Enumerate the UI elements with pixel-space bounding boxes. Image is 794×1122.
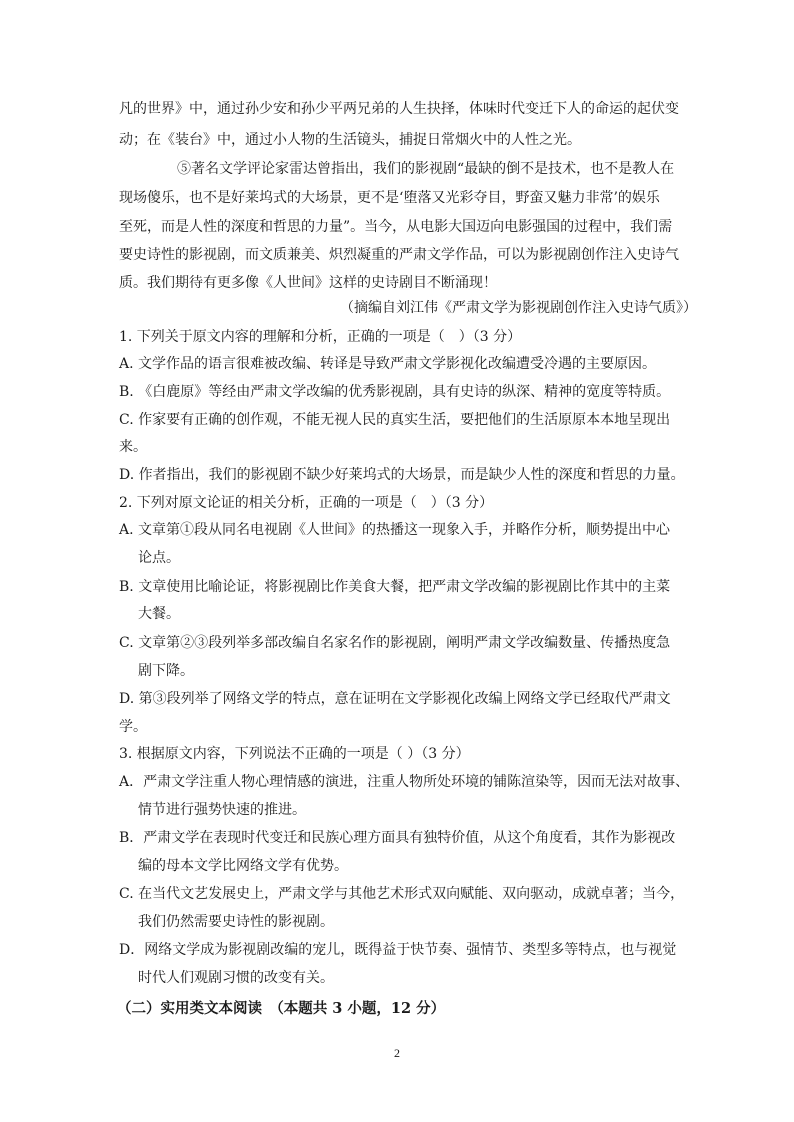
- option-line: 剧下降。: [138, 663, 194, 679]
- passage-line: 质。我们期待有更多像《人世间》这样的史诗剧目不断涌现！: [119, 275, 497, 291]
- option-line: B．严肃文学在表现时代变迁和民族心理方面具有独特价值，从这个角度看，其作为影视改: [119, 830, 676, 846]
- question-stem: 1. 下列关于原文内容的理解和分析，正确的一项是（ ）（3 分）: [119, 329, 522, 345]
- option-line: B. 《白鹿原》等经由严肃文学改编的优秀影视剧，具有史诗的纵深、精神的宽度等特质。: [119, 384, 671, 400]
- passage-line: 至死，而是人性的深度和哲思的力量”。当今，从电影大国迈向电影强国的过程中，我们需: [119, 219, 673, 235]
- passage-line: 现场傻乐，也不是好莱坞式的大场景，更不是‘堕落又光彩夺目，野蛮又魅力非常’的娱乐: [119, 190, 660, 206]
- passage-source: （摘编自刘江伟《严肃文学为影视剧创作注入史诗气质》）: [340, 300, 697, 316]
- passage-line: 凡的世界》中，通过孙少安和孙少平两兄弟的人生抉择，体味时代变迁下人的命运的起伏变: [119, 101, 679, 117]
- option-line: C. 文章第②③段列举多部改编自名家名作的影视剧，阐明严肃文学改编数量、传播热度急: [119, 635, 671, 651]
- option-line: D. 第③段列举了网络文学的特点，意在证明在文学影视化改编上网络文学已经取代严肃文: [119, 691, 671, 707]
- option-line: 学。: [119, 719, 147, 735]
- option-line: 编的母本文学比网络文学有优势。: [138, 858, 348, 874]
- option-line: A．严肃文学注重人物心理情感的演进，注重人物所处环境的铺陈渲染等，因而无法对故事、: [119, 774, 690, 790]
- option-line: 论点。: [138, 550, 180, 566]
- question-stem: 3. 根据原文内容，下列说法不正确的一项是（ ）（3 分）: [119, 746, 470, 762]
- passage-line: 要史诗性的影视剧，而文质兼美、炽烈凝重的严肃文学作品，可以为影视剧创作注入史诗气: [119, 247, 679, 263]
- page-number: 2: [394, 1046, 400, 1060]
- option-line: 时代人们观剧习惯的改变有关。: [138, 970, 334, 986]
- option-line: D．网络文学成为影视剧改编的宠儿，既得益于快节奏、强情节、类型多等特点，也与视觉: [119, 942, 677, 958]
- option-line: A. 文章第①段从同名电视剧《人世间》的热播这一现象入手，并略作分析，顺势提出中心: [119, 522, 671, 538]
- option-line: C. 作家要有正确的创作观，不能无视人民的真实生活，要把他们的生活原原本本地呈现出: [119, 412, 671, 428]
- option-line: 我们仍然需要史诗性的影视剧。: [138, 914, 334, 930]
- question-stem: 2. 下列对原文论证的相关分析，正确的一项是（ ）（3 分）: [119, 495, 494, 511]
- option-line: 情节进行强势快速的推进。: [138, 802, 306, 818]
- option-line: C. 在当代文艺发展史上，严肃文学与其他艺术形式双向赋能、双向驱动，成就卓著；当今，: [119, 886, 685, 902]
- option-line: A. 文学作品的语言很难被改编、转译是导致严肃文学影视化改编遭受冷遇的主要原因。: [119, 356, 657, 372]
- option-line: B. 文章使用比喻论证，将影视剧比作美食大餐，把严肃文学改编的影视剧比作其中的主菜: [119, 579, 671, 595]
- option-line: D. 作者指出，我们的影视剧不缺少好莱坞式的大场景，而是缺少人性的深度和哲思的力量。: [119, 467, 685, 483]
- passage-line: ⑤著名文学评论家雷达曾指出，我们的影视剧“最缺的倒不是技术，也不是教人在: [177, 161, 675, 177]
- passage-line: 动；在《装台》中，通过小人物的生活镜头，捕捉日常烟火中的人性之光。: [119, 132, 581, 148]
- option-line: 来。: [119, 439, 147, 455]
- option-line: 大餐。: [138, 606, 180, 622]
- section-heading: （二）实用类文本阅读 （本题共 3 小题，12 分）: [117, 1000, 446, 1017]
